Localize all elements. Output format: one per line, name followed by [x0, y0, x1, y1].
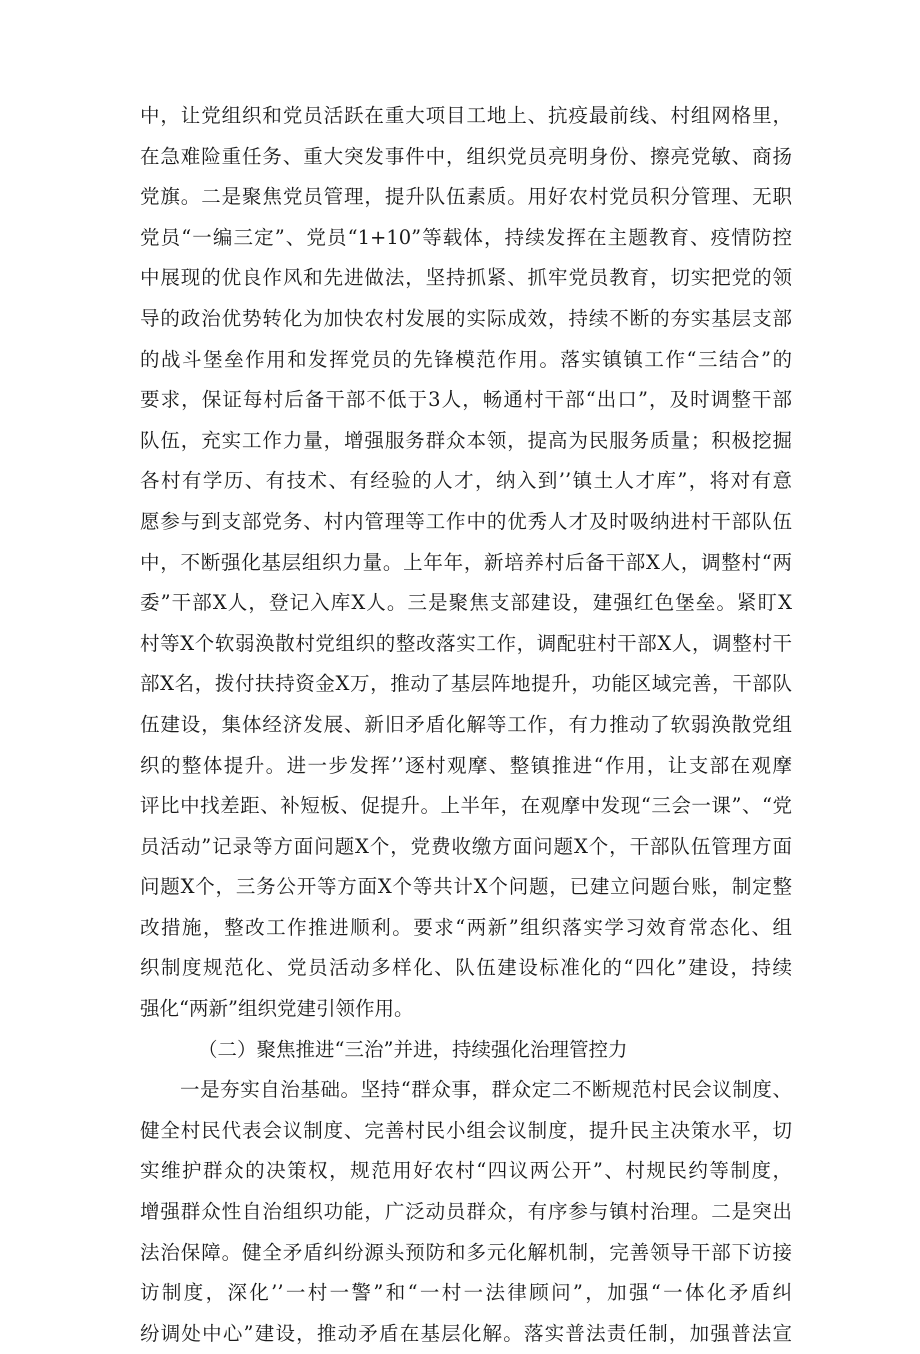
body-line: 各村有学历、有技术、有经验的人才，纳入到’’镇土人才库”，将对有意 [140, 469, 792, 493]
body-line: 在急难险重任务、重大突发事件中，组织党员亮明身份、擦亮党敏、商扬 [140, 144, 792, 168]
body-line: 中展现的优良作风和先进做法，坚持抓紧、抓牢党员教育，切实把党的领 [140, 266, 792, 290]
body-line: 村等X个软弱涣散村党组织的整改落实工作，调配驻村干部X人，调整村干 [140, 631, 792, 655]
body-line: 评比中找差距、补短板、促提升。上半年，在观摩中发现“三会一课”、“党 [140, 794, 792, 818]
body-line: 纷调处中心”建设，推动矛盾在基层化解。落实普法责任制，加强普法宣 [140, 1321, 792, 1345]
paragraph-end-line: 强化“两新”组织党建引领作用。 [140, 997, 414, 1021]
body-line: 伍建设，集体经济发展、新旧矛盾化解等工作，有力推动了软弱涣散党组 [140, 712, 792, 736]
body-line: 实维护群众的决策权，规范用好农村“四议两公开”、村规民约等制度， [140, 1159, 792, 1183]
body-line: 中，不断强化基层组织力量。上年年，新培养村后备干部X人，调整村“两 [140, 550, 792, 574]
body-line: 中，让党组织和党员活跃在重大项目工地上、抗疫最前线、村组网格里， [140, 104, 792, 127]
body-line: 要求，保证每村后备干部不低于3人，畅通村干部“出口”，及时调整干部 [140, 388, 792, 412]
body-line: 委”干部X人，登记入库X人。三是聚焦支部建设，建强红色堡垒。紧盯X [140, 591, 792, 615]
body-line: 问题X个，三务公开等方面X个等共计X个问题，已建立问题台账，制定整 [140, 875, 792, 899]
body-line: 访制度，深化’’一村一警”和“一村一法律顾问”，加强“一体化矛盾纠 [140, 1281, 792, 1305]
body-line: 员活动”记录等方面问题X个，党费收缴方面问题X个，干部队伍管理方面 [140, 834, 792, 858]
body-line: 改措施，整改工作推进顺利。要求“两新”组织落实学习效育常态化、组 [140, 915, 792, 939]
body-line: 增强群众性自治组织功能，广泛动员群众，有序参与镇村治理。二是突出 [140, 1200, 792, 1224]
body-line: 党旗。二是聚焦党员管理，提升队伍素质。用好农村党员积分管理、无职 [140, 185, 792, 209]
body-line: 法治保障。健全矛盾纠纷源头预防和多元化解机制，完善领导干部下访接 [140, 1240, 792, 1264]
section-heading: （二）聚焦推进“三治”并进，持续强化治理管控力 [198, 1037, 628, 1061]
body-line: 队伍，充实工作力量，增强服务群众本领，提高为民服务质量；积极挖掘 [140, 428, 792, 452]
document-body [140, 96, 792, 1354]
paragraph-first-line: 一是夯实自治基础。坚持“群众事，群众定二不断规范村民会议制度、 [180, 1078, 792, 1102]
body-line: 导的政治优势转化为加快农村发展的实际成效，持续不断的夯实基层支部 [140, 306, 792, 330]
body-line: 的战斗堡垒作用和发挥党员的先锋模范作用。落实镇镇工作“三结合”的 [140, 347, 792, 371]
body-line: 健全村民代表会议制度、完善村民小组会议制度，提升民主决策水平，切 [140, 1118, 792, 1142]
body-line: 织制度规范化、党员活动多样化、队伍建设标准化的“四化”建设，持续 [140, 956, 792, 980]
body-line: 愿参与到支部党务、村内管理等工作中的优秀人才及时吸纳进村干部队伍 [140, 509, 792, 533]
body-line: 党员“一编三定”、党员“1+10”等载体，持续发挥在主题教育、疫情防控 [140, 225, 792, 249]
body-line: 织的整体提升。进一步发挥’’逐村观摩、整镇推进“作用，让支部在观摩 [140, 753, 792, 777]
body-line: 部X名，拨付扶持资金X万，推动了基层阵地提升，功能区域完善，干部队 [140, 672, 792, 696]
